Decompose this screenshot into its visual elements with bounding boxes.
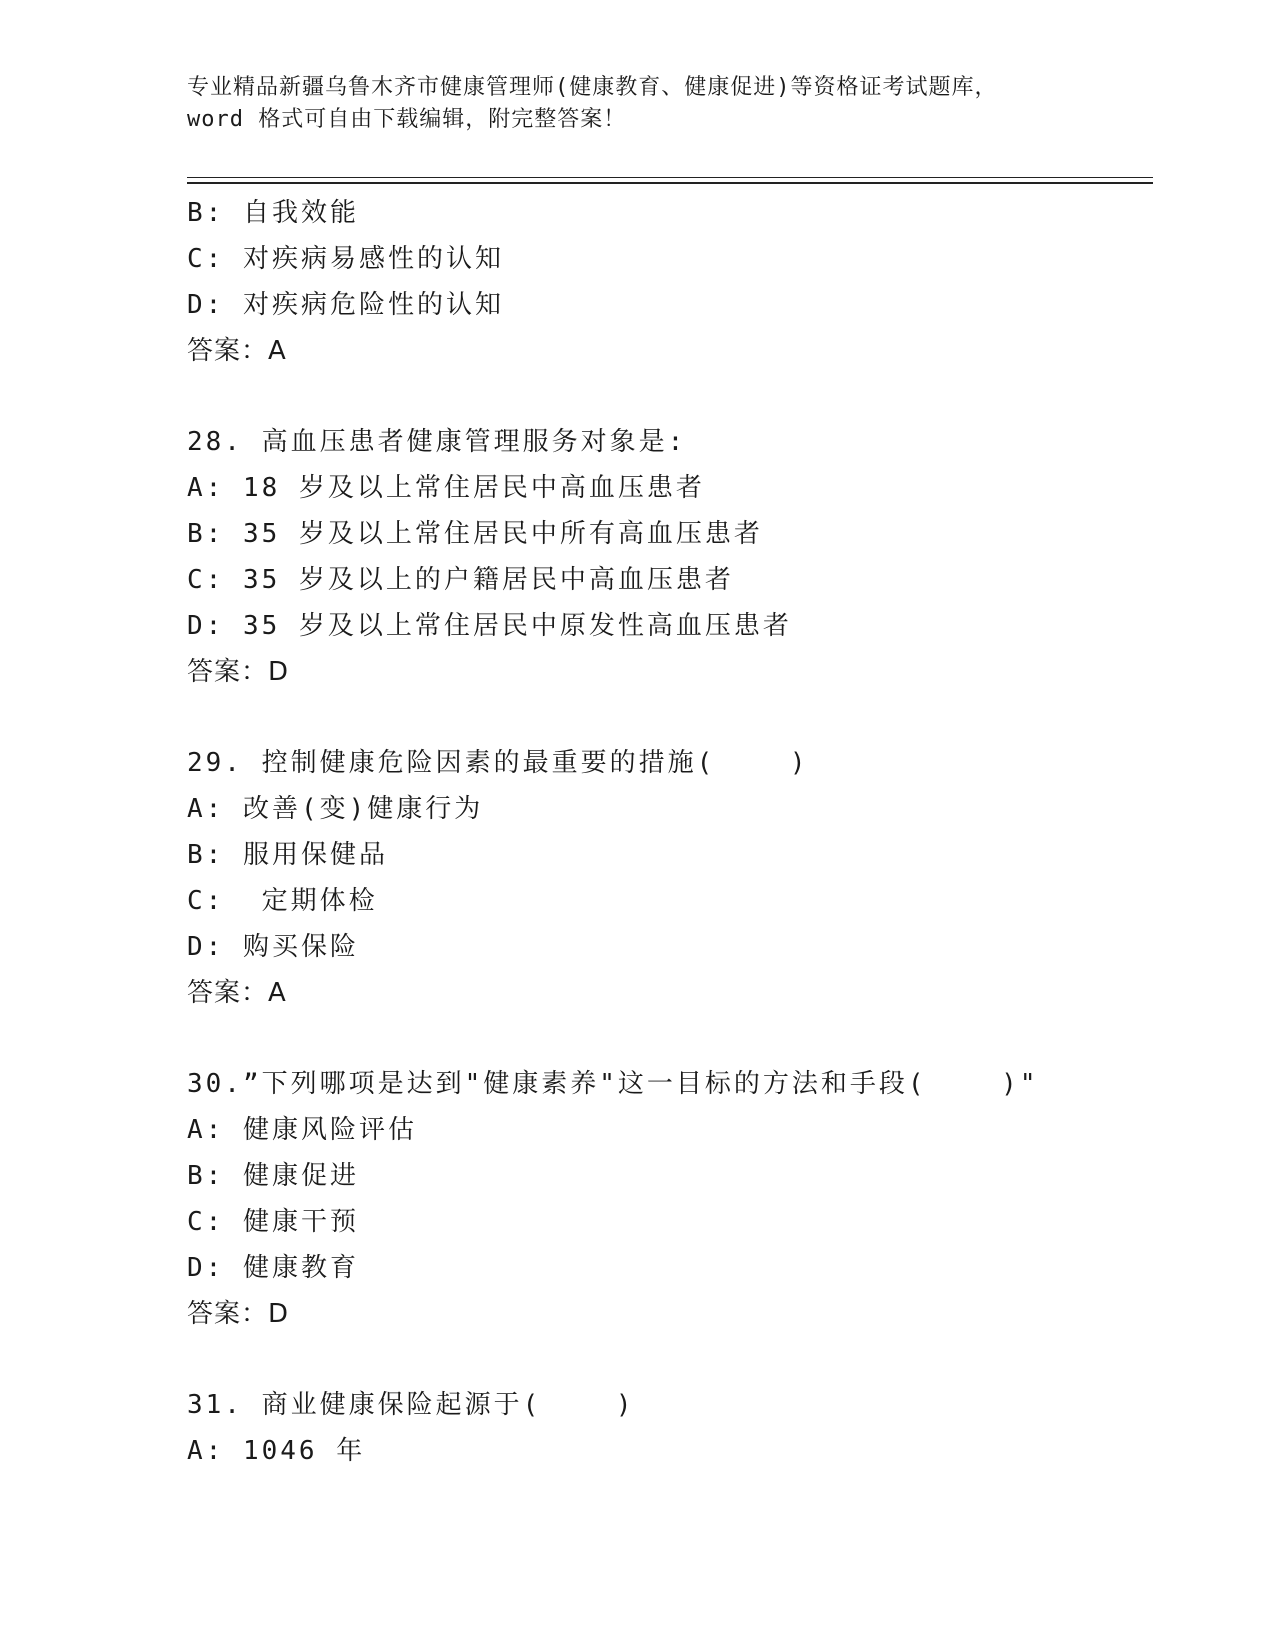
question-list bbox=[187, 190, 1147, 1474]
spacer bbox=[187, 1337, 1147, 1382]
document-header bbox=[187, 72, 1087, 136]
option-a: A: 改善(变)健康行为 bbox=[187, 794, 484, 824]
question-27-tail bbox=[187, 190, 1147, 374]
option-a: A: 1046 年 bbox=[187, 1436, 366, 1466]
option-c: C: 定期体检 bbox=[187, 886, 378, 916]
option-d: D: 35 岁及以上常住居民中原发性高血压患者 bbox=[187, 611, 792, 641]
option-c: C: 35 岁及以上的户籍居民中高血压患者 bbox=[187, 565, 734, 595]
option-b: B: 自我效能 bbox=[187, 198, 359, 228]
option-b: B: 健康促进 bbox=[187, 1161, 359, 1191]
question-29 bbox=[187, 740, 1147, 1016]
option-d: D: 健康教育 bbox=[187, 1253, 359, 1283]
option-a: A: 健康风险评估 bbox=[187, 1115, 417, 1145]
option-d: D: 对疾病危险性的认知 bbox=[187, 290, 504, 320]
header-line-2: word 格式可自由下载编辑，附完整答案！ bbox=[187, 107, 627, 132]
option-d: D: 购买保险 bbox=[187, 932, 359, 962]
question-stem: 31. 商业健康保险起源于( ) bbox=[187, 1390, 635, 1420]
answer: 答案：D bbox=[187, 657, 290, 687]
option-c: C: 健康干预 bbox=[187, 1207, 359, 1237]
question-31 bbox=[187, 1382, 1147, 1474]
option-c: C: 对疾病易感性的认知 bbox=[187, 244, 504, 274]
option-b: B: 35 岁及以上常住居民中所有高血压患者 bbox=[187, 519, 763, 549]
header-divider-bottom bbox=[187, 182, 1153, 184]
option-b: B: 服用保健品 bbox=[187, 840, 388, 870]
answer: 答案：A bbox=[187, 978, 287, 1008]
spacer bbox=[187, 1016, 1147, 1061]
spacer bbox=[187, 374, 1147, 419]
header-line-1: 专业精品新疆乌鲁木齐市健康管理师(健康教育、健康促进)等资格证考试题库， bbox=[187, 75, 998, 100]
spacer bbox=[187, 695, 1147, 740]
answer: 答案：A bbox=[187, 336, 287, 366]
question-28 bbox=[187, 419, 1147, 695]
header-divider-top bbox=[187, 177, 1153, 178]
question-stem: 28. 高血压患者健康管理服务对象是: bbox=[187, 427, 687, 457]
question-stem: 30.”下列哪项是达到"健康素养"这一目标的方法和手段( )" bbox=[187, 1069, 1039, 1099]
option-a: A: 18 岁及以上常住居民中高血压患者 bbox=[187, 473, 705, 503]
question-30 bbox=[187, 1061, 1147, 1337]
answer: 答案：D bbox=[187, 1299, 290, 1329]
question-stem: 29. 控制健康危险因素的最重要的措施( ) bbox=[187, 748, 809, 778]
